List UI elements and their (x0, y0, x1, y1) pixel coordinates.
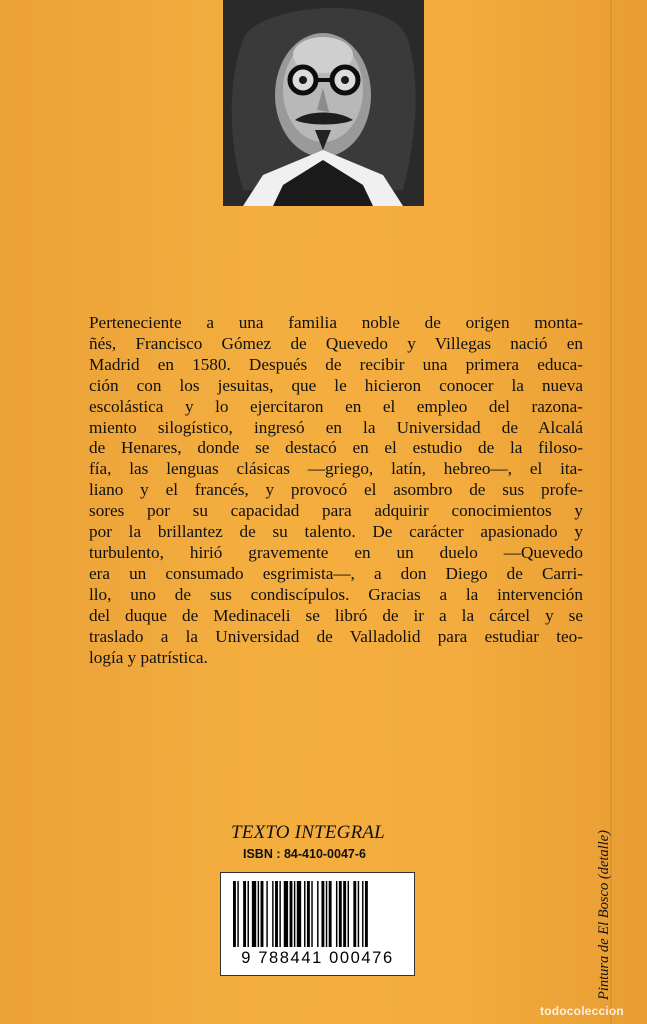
watermark-text: todocoleccion (540, 1004, 624, 1018)
synopsis-line: ñés, Francisco Gómez de Quevedo y Villegas nació en (89, 333, 583, 353)
edition-label: TEXTO INTEGRAL (231, 822, 385, 843)
synopsis-line: liano y el francés, y provocó el asombro de sus profe- (89, 480, 583, 500)
synopsis-line: llo, uno de sus condiscípulos. Gracias a la intervención (89, 584, 583, 604)
synopsis-line: sores por su capacidad para adquirir conocimientos y (89, 501, 583, 521)
synopsis-line: escolástica y lo ejercitaron en el empleo del razona- (89, 396, 583, 416)
illustration-credit: Pintura de El Bosco (detalle) (596, 830, 612, 1000)
synopsis-line: miento silogístico, ingresó en la Universidad de Alcalá (89, 417, 583, 437)
barcode-number: 9 788441 000476 (241, 949, 394, 967)
synopsis-line: del duque de Medinaceli se libró de ir a la cárcel y se (89, 605, 583, 625)
synopsis-line: ción con los jesuitas, que le hicieron conocer la nueva (89, 375, 583, 395)
synopsis-line: logía y patrística. (89, 647, 208, 667)
synopsis-line: de Henares, donde se destacó en el estudio de la filoso- (89, 438, 583, 458)
synopsis-line: Perteneciente a una familia noble de origen monta- (89, 313, 583, 332)
barcode (220, 872, 415, 976)
synopsis-line: fía, las lenguas clásicas —griego, latín, hebreo—, el ita- (89, 459, 583, 479)
synopsis-line: turbulento, hirió gravemente en un duelo —Quevedo (89, 542, 583, 562)
portrait-engraving-icon (223, 0, 424, 206)
synopsis-line: Madrid en 1580. Después de recibir una primera educa- (89, 354, 583, 374)
isbn-label: ISBN : 84-410-0047-6 (243, 847, 366, 861)
synopsis-line: traslado a la Universidad de Valladolid para estudiar teo- (89, 626, 583, 646)
barcode-bars-icon (231, 881, 404, 947)
portrait-image (223, 0, 424, 206)
synopsis-line: por la brillantez de su talento. De carácter apasionado y (89, 522, 583, 542)
synopsis-text (89, 313, 583, 668)
synopsis-line: era un consumado esgrimista—, a don Diego de Carri- (89, 563, 583, 583)
